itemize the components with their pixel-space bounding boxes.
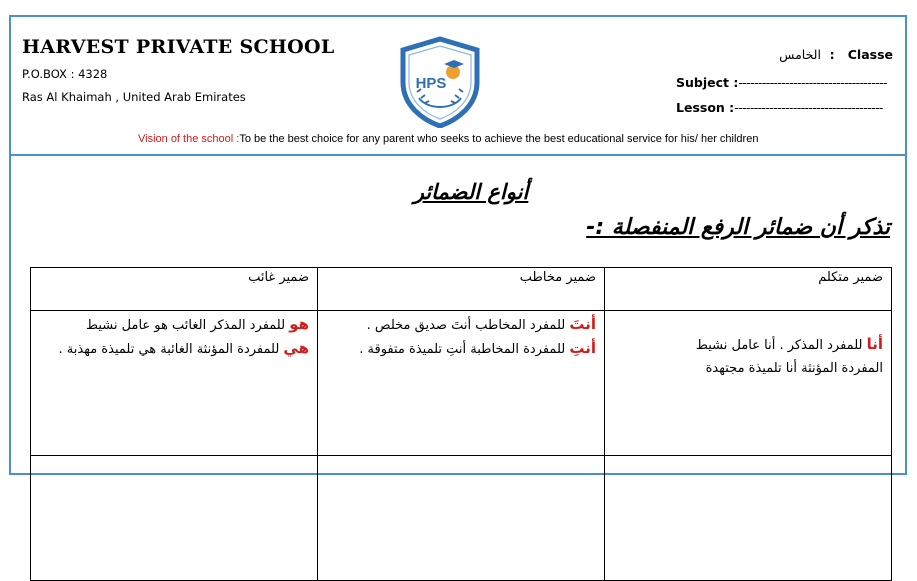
subject-value: -------------------------------------- (738, 75, 887, 90)
header-absent: ضمير غائب (31, 268, 318, 311)
logo-text: HPS (415, 75, 447, 92)
lesson-subtitle: تذكر أن ضمائر الرفع المنفصلة :- (586, 215, 890, 240)
cell-speaker (605, 311, 892, 456)
school-logo (397, 36, 483, 128)
cell-absent (31, 311, 318, 456)
subject-label: Subject : (676, 75, 739, 90)
cell-continued-addressee (318, 456, 605, 581)
vision-statement (138, 133, 758, 145)
header-divider (11, 154, 905, 156)
speaker-text-1: للمفرد المذكر . أنا عامل نشيط (695, 338, 867, 353)
absent-line-1 (39, 313, 309, 337)
lesson-value: -------------------------------------- (734, 100, 883, 115)
table-row (31, 311, 892, 456)
table-header-row (31, 268, 892, 311)
vision-text: To be the best choice for any parent who seeks to achieve the best educational service for his/ her children (239, 133, 759, 145)
cell-continued-absent (31, 456, 318, 581)
school-pobox: P.O.BOX : 4328 (22, 67, 108, 81)
addressee-line-2 (326, 337, 596, 361)
lesson-row (676, 100, 883, 115)
header-speaker: ضمير متكلم (605, 268, 892, 311)
pronoun-anta: أنتَ (569, 315, 596, 333)
addressee-text-2: للمفردة المخاطبة أنتِ تلميذة متفوقة . (359, 342, 570, 357)
addressee-text-1: للمفرد المخاطب أنتَ صديق مخلص . (366, 318, 570, 333)
class-row: الخامس : Classe (779, 47, 893, 62)
pronoun-anti: أنتِ (569, 339, 596, 357)
absent-line-2 (39, 337, 309, 361)
school-address: Ras Al Khaimah , United Arab Emirates (22, 90, 246, 104)
pronoun-huwa: هو (289, 315, 309, 333)
absent-text-2: للمفردة المؤنثة الغائبة هي تلميذة مهذبة . (58, 342, 284, 357)
cell-addressee (318, 311, 605, 456)
class-label: Classe (847, 47, 893, 62)
pronoun-hiya: هي (283, 339, 309, 357)
table-row-continued (31, 456, 892, 581)
pronoun-ana: أنا (866, 335, 883, 353)
subject-row (676, 75, 887, 90)
school-name: HARVEST PRIVATE SCHOOL (22, 36, 335, 58)
addressee-line-1 (326, 313, 596, 337)
header-addressee: ضمير مخاطب (318, 268, 605, 311)
pronouns-table (30, 267, 892, 581)
vision-label: Vision of the school : (138, 133, 240, 145)
speaker-line-1 (613, 333, 883, 357)
class-value: الخامس (779, 47, 821, 62)
cell-continued-speaker (605, 456, 892, 581)
speaker-line-2: المفردة المؤنثة أنا تلميذة مجتهدة (705, 361, 883, 376)
absent-text-1: للمفرد المذكر الغائب هو عامل نشيط (86, 318, 290, 333)
lesson-label: Lesson : (676, 100, 735, 115)
lesson-title: أنواع الضمائر (413, 180, 529, 204)
